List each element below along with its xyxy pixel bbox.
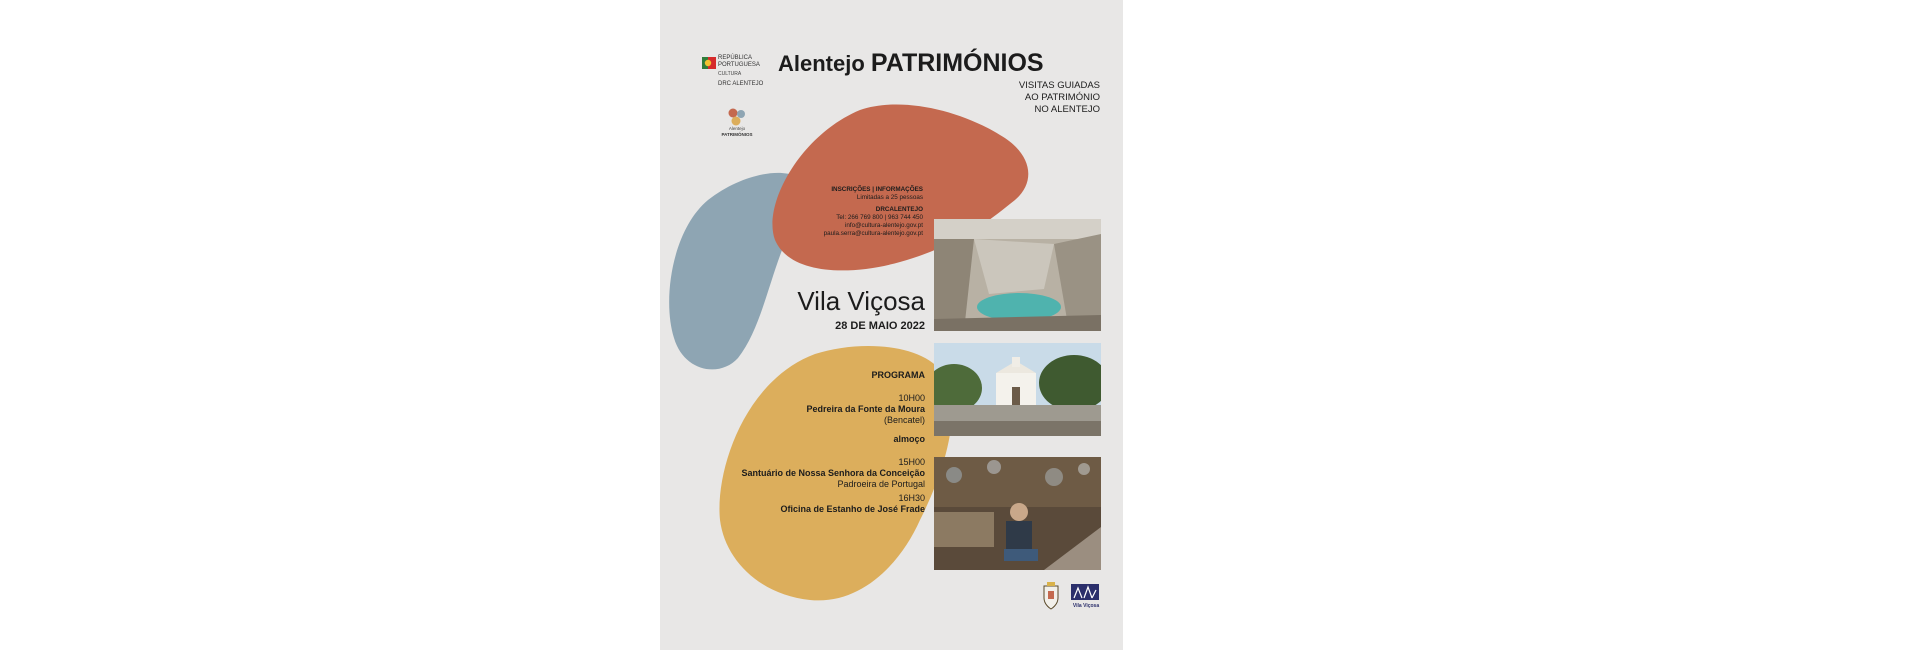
program-item3-name: Oficina de Estanho de José Frade	[780, 504, 925, 514]
info-heading: INSCRIÇÕES | INFORMAÇÕES	[831, 186, 923, 193]
municipal-crest-icon	[1042, 582, 1060, 612]
program-item2-name: Santuário de Nossa Senhora da Conceição	[741, 468, 925, 478]
program-item1-time: 10H00	[898, 393, 925, 403]
program	[741, 370, 925, 515]
republica-portuguesa-logo	[702, 55, 772, 91]
vila-vicosa-logo-icon	[1070, 582, 1100, 602]
event-place: Vila Viçosa	[797, 286, 925, 316]
info-email-1: info@cultura-alentejo.gov.pt	[844, 222, 923, 229]
sanctuary-photo	[934, 343, 1101, 436]
info-email-2: paula.serra@cultura-alentejo.gov.pt	[823, 230, 923, 237]
alentejo-patrimonios-logo	[712, 108, 762, 140]
gov-logo-sub: CULTURA	[718, 71, 742, 77]
program-item1-note: (Bencatel)	[883, 415, 925, 425]
info-limit: Limitadas a 25 pessoas	[856, 194, 923, 201]
event-date: 28 DE MAIO 2022	[835, 320, 925, 332]
logo-label-alentejo: Alentejo	[728, 126, 746, 131]
info-org: DRCALENTEJO	[875, 206, 923, 213]
page-subtitle: VISITAS GUIADAS AO PATRIMÓNIO NO ALENTEJO	[1018, 80, 1100, 115]
municipality-label: Vila Viçosa	[1072, 603, 1100, 609]
workshop-photo	[934, 457, 1101, 570]
program-item2-time: 15H00	[898, 457, 925, 467]
gov-logo-text: REPÚBLICA PORTUGUESA	[718, 55, 760, 68]
page-title: Alentejo PATRIMÓNIOS	[778, 49, 1044, 77]
info-phones: Tel: 266 769 800 | 963 744 450	[836, 214, 923, 221]
portugal-flag-icon	[702, 55, 716, 73]
program-item2-note: Padroeira de Portugal	[837, 479, 925, 489]
patrimonios-logo-icon	[727, 108, 747, 126]
program-lunch: almoço	[893, 434, 925, 444]
logo-label-patrimonios: PATRIMÓNIOS	[721, 132, 753, 137]
event-poster	[660, 0, 1123, 650]
program-item1-name: Pedreira da Fonte da Moura	[806, 404, 925, 414]
quarry-photo	[934, 219, 1101, 331]
program-heading: PROGRAMA	[871, 370, 925, 380]
gov-logo-dir: DRC ALENTEJO	[718, 81, 764, 87]
program-item3-time: 16H30	[898, 493, 925, 503]
info-block	[824, 186, 923, 238]
